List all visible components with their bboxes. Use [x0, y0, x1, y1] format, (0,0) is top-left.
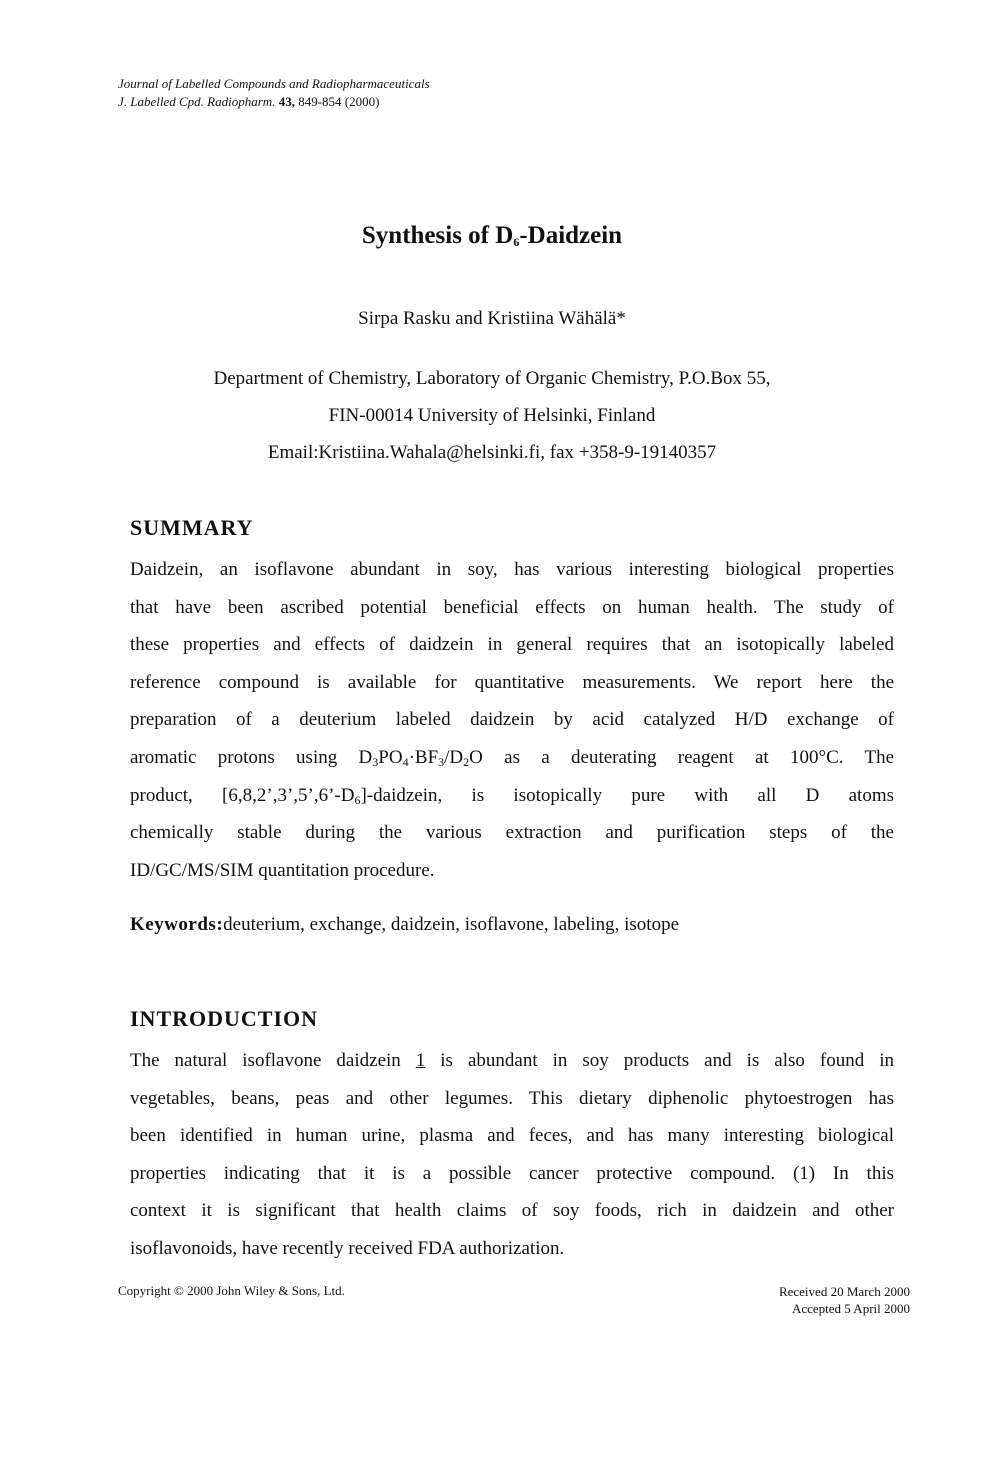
text-line: chemically stable during the various extraction and purification steps of the	[130, 822, 894, 844]
text-line: context it is significant that health claims of soy foods, rich in daidzein and other	[130, 1200, 894, 1222]
dates	[779, 1283, 910, 1317]
text-line: these properties and effects of daidzein in general requires that an isotopically labeled	[130, 634, 894, 656]
introduction-heading: INTRODUCTION	[130, 1006, 319, 1031]
text-line: ID/GC/MS/SIM quantitation procedure.	[130, 859, 435, 881]
author-list: Sirpa Rasku and Kristiina Wähälä*	[358, 308, 626, 329]
summary-paragraph	[130, 551, 894, 889]
journal-name: Journal of Labelled Compounds and Radiopharmaceuticals	[118, 76, 430, 91]
keywords-text: deuterium, exchange, daidzein, isoflavone, labeling, isotope	[223, 914, 680, 935]
accepted-date: Accepted 5 April 2000	[791, 1301, 910, 1316]
text-line: that have been ascribed potential beneficial effects on human health. The study of	[130, 596, 894, 618]
compound-ref: 1	[415, 1050, 426, 1071]
text-line: aromatic protons using $D_3PO_4\cdot BF_3/D_2O$ as a deuterating reagent at 100°C. The	[130, 746, 895, 769]
text-line: preparation of a deuterium labeled daidzein by acid catalyzed H/D exchange of	[130, 709, 894, 731]
text-line: isoflavonoids, have recently received FDA authorization.	[130, 1237, 565, 1259]
received-date: Received 20 March 2000	[778, 1284, 910, 1299]
summary-heading: SUMMARY	[130, 515, 254, 540]
introduction-paragraph	[130, 1042, 894, 1268]
journal-header	[118, 75, 430, 111]
citation-abbrev: J. Labelled Cpd. Radiopharm.	[118, 94, 276, 109]
affiliation	[0, 360, 984, 471]
contact-line: Email:Kristiina.Wahala@helsinki.fi, fax +358-9-19140357	[267, 442, 717, 463]
citation-pages: 849-854 (2000)	[298, 94, 380, 109]
text-line: product, $[6,8,2’,3’,5’,6’-D_6]$-daidzein, is isotopically pure with all D atoms	[130, 784, 894, 807]
text-line: vegetables, beans, peas and other legumes. This dietary diphenolic phytoestrogen has	[130, 1087, 894, 1109]
copyright-notice: Copyright © 2000 John Wiley & Sons, Ltd.	[118, 1283, 345, 1298]
citation-volume: 43,	[278, 94, 295, 109]
affiliation-line: Department of Chemistry, Laboratory of Organic Chemistry, P.O.Box 55,	[213, 368, 771, 389]
journal-citation	[118, 93, 430, 111]
keywords	[130, 914, 679, 936]
affiliation-line: FIN-00014 University of Helsinki, Finland	[328, 405, 656, 426]
text-line: reference compound is available for quantitative measurements. We report here the	[130, 671, 894, 693]
text-line: been identified in human urine, plasma and feces, and has many interesting biological	[130, 1125, 894, 1147]
text-line: Daidzein, an isoflavone abundant in soy, has various interesting biological properties	[130, 559, 894, 580]
text-line: properties indicating that it is a possible cancer protective compound. (1) In this	[130, 1162, 894, 1184]
text-line: The natural isoflavone daidzein 1 is abundant in soy products and is also found in	[130, 1050, 894, 1071]
paper-title: Synthesis of $D_6$-Daidzein	[361, 222, 623, 249]
keywords-label: Keywords:	[130, 914, 224, 935]
